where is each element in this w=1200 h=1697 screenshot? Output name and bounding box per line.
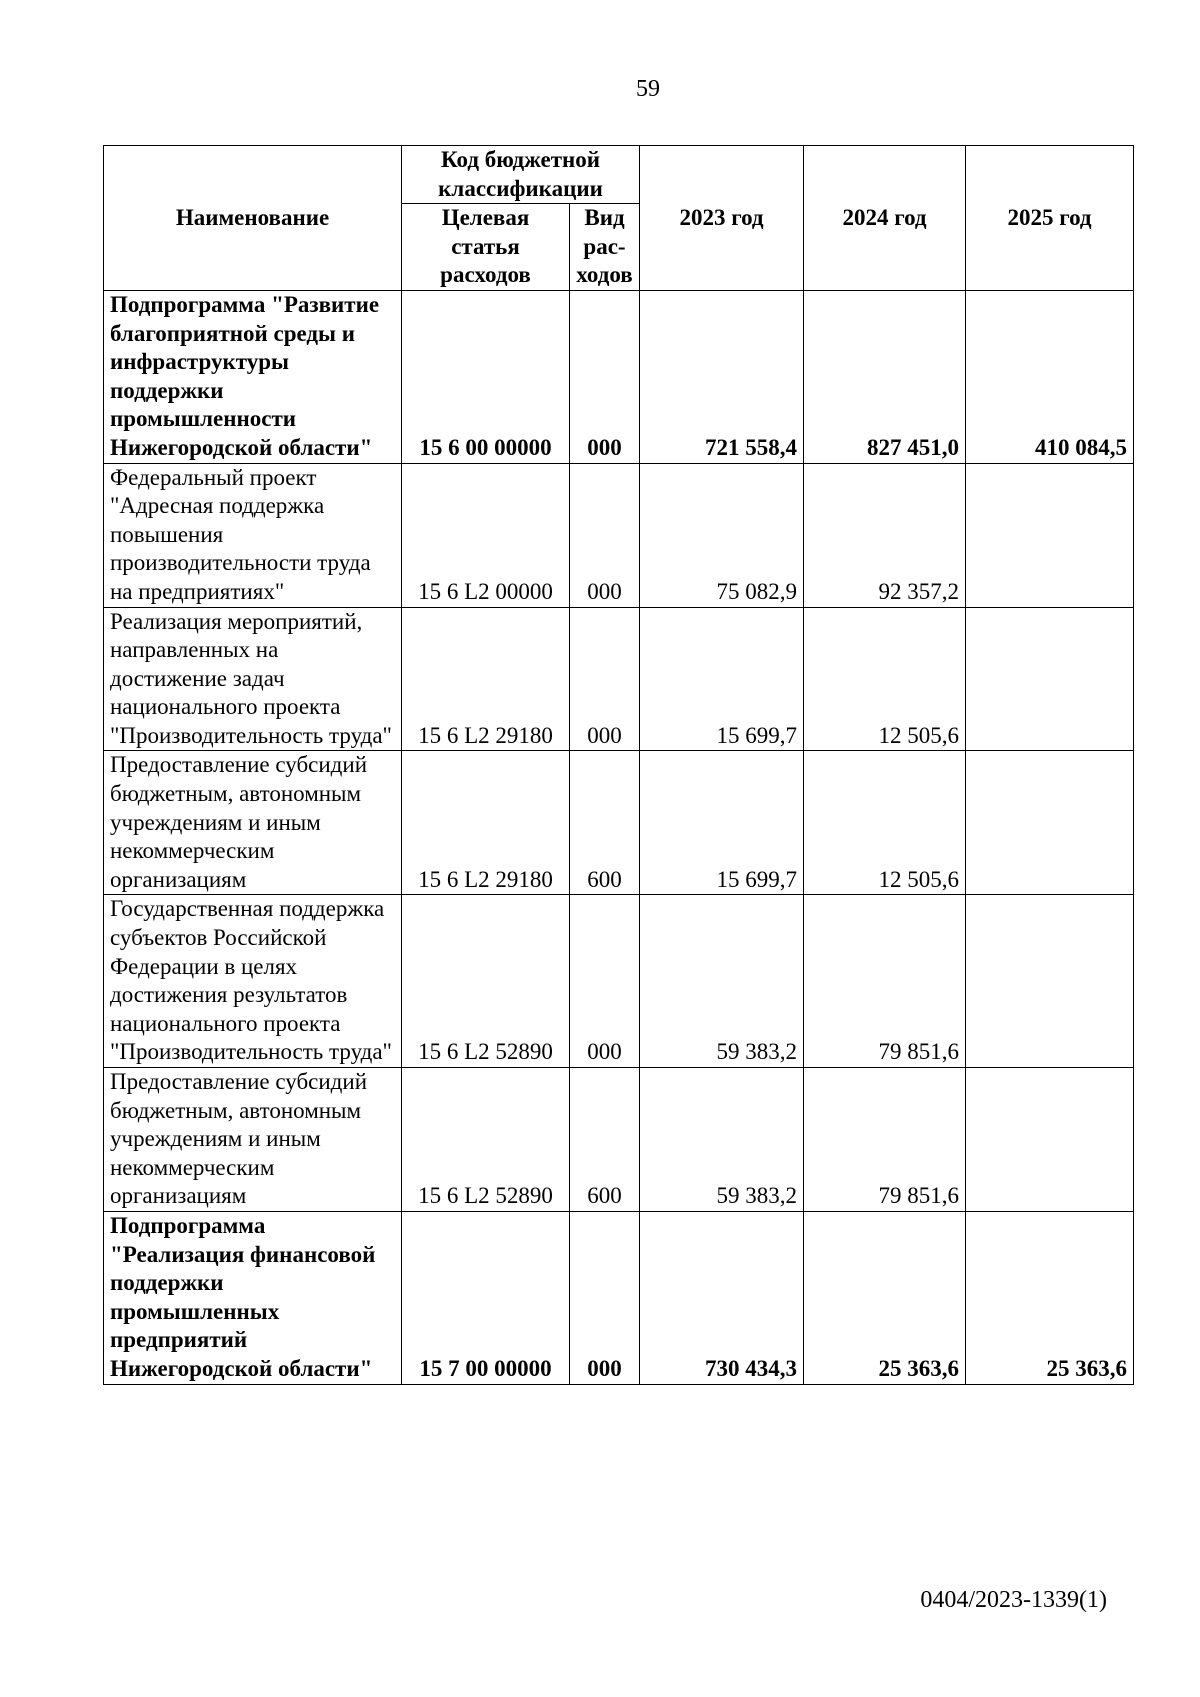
row-2023: 15 699,7 <box>640 607 804 751</box>
row-2023: 59 383,2 <box>640 895 804 1068</box>
row-expense-kind: 000 <box>570 290 640 463</box>
row-2024: 12 505,6 <box>804 607 966 751</box>
row-target-article: 15 7 00 00000 <box>402 1211 570 1384</box>
row-2024: 25 363,6 <box>804 1211 966 1384</box>
row-expense-kind: 000 <box>570 1211 640 1384</box>
header-year-2024: 2024 год <box>804 146 966 291</box>
row-2024: 827 451,0 <box>804 290 966 463</box>
row-2025 <box>966 895 1134 1068</box>
header-name: Наименование <box>104 146 402 291</box>
document-id: 0404/2023-1339(1) <box>920 1587 1107 1613</box>
table-row <box>104 463 1134 607</box>
row-2025 <box>966 463 1134 607</box>
row-expense-kind: 000 <box>570 895 640 1068</box>
row-name: Предоставление субсидий бюджетным, автономным учреждениям и иным некоммерческим организациям <box>104 1068 402 1212</box>
header-expense-kind: Вид рас-ходов <box>570 204 640 291</box>
row-target-article: 15 6 L2 29180 <box>402 607 570 751</box>
row-name: Федеральный проект "Адресная поддержка повышения производительности труда на предприятиях" <box>104 463 402 607</box>
header-budget-code: Код бюджетной классификации <box>402 146 640 204</box>
budget-table <box>103 145 1134 1385</box>
header-year-2025: 2025 год <box>966 146 1134 291</box>
row-2025 <box>966 607 1134 751</box>
row-2025: 410 084,5 <box>966 290 1134 463</box>
row-name: Подпрограмма "Развитие благоприятной среды и инфраструктуры поддержки промышленности Нижегородской области" <box>104 290 402 463</box>
row-2024: 12 505,6 <box>804 751 966 895</box>
row-expense-kind: 600 <box>570 751 640 895</box>
row-target-article: 15 6 L2 52890 <box>402 895 570 1068</box>
row-2023: 730 434,3 <box>640 1211 804 1384</box>
row-expense-kind: 600 <box>570 1068 640 1212</box>
row-2025: 25 363,6 <box>966 1211 1134 1384</box>
row-target-article: 15 6 L2 00000 <box>402 463 570 607</box>
row-2024: 79 851,6 <box>804 895 966 1068</box>
row-2025 <box>966 751 1134 895</box>
row-2024: 92 357,2 <box>804 463 966 607</box>
header-target-article: Целевая статья расходов <box>402 204 570 291</box>
row-2023: 75 082,9 <box>640 463 804 607</box>
row-target-article: 15 6 L2 29180 <box>402 751 570 895</box>
row-target-article: 15 6 L2 52890 <box>402 1068 570 1212</box>
row-expense-kind: 000 <box>570 607 640 751</box>
page-number: 59 <box>636 76 660 102</box>
table-row <box>104 1068 1134 1212</box>
row-2023: 59 383,2 <box>640 1068 804 1212</box>
table-row <box>104 895 1134 1068</box>
table-row <box>104 1211 1134 1384</box>
table-row <box>104 751 1134 895</box>
header-year-2023: 2023 год <box>640 146 804 291</box>
table-row <box>104 607 1134 751</box>
row-name: Подпрограмма "Реализация финансовой поддержки промышленных предприятий Нижегородской области" <box>104 1211 402 1384</box>
row-name: Государственная поддержка субъектов Российской Федерации в целях достижения результатов национального проекта "Производительность труда" <box>104 895 402 1068</box>
row-name: Реализация мероприятий, направленных на достижение задач национального проекта "Производительность труда" <box>104 607 402 751</box>
table-row <box>104 290 1134 463</box>
row-2023: 721 558,4 <box>640 290 804 463</box>
row-expense-kind: 000 <box>570 463 640 607</box>
row-2025 <box>966 1068 1134 1212</box>
row-2024: 79 851,6 <box>804 1068 966 1212</box>
row-2023: 15 699,7 <box>640 751 804 895</box>
row-name: Предоставление субсидий бюджетным, автономным учреждениям и иным некоммерческим организациям <box>104 751 402 895</box>
row-target-article: 15 6 00 00000 <box>402 290 570 463</box>
